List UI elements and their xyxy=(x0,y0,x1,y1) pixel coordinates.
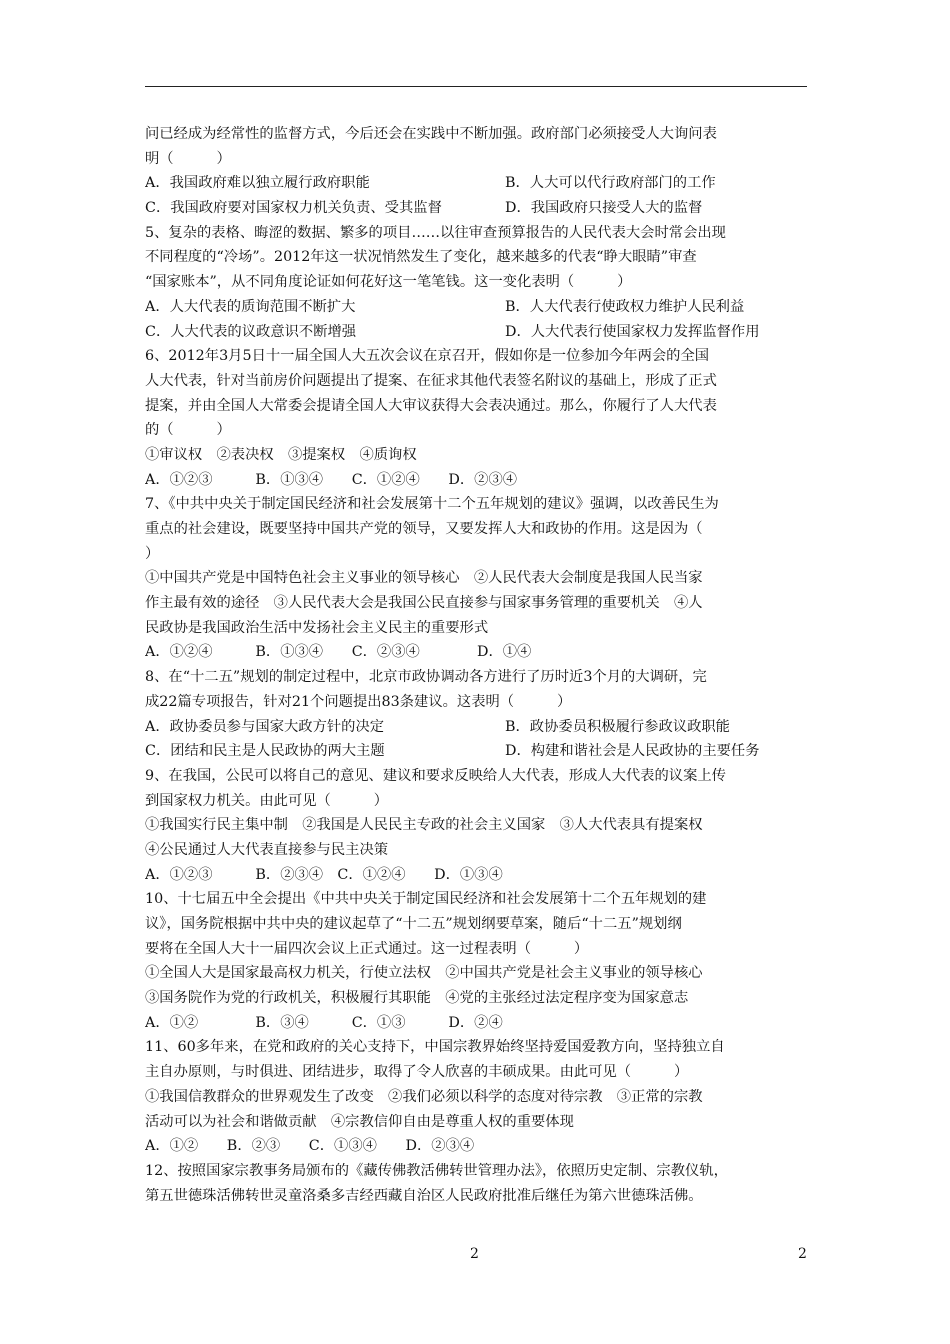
text-line: 的（ ） xyxy=(145,422,231,439)
text-line: 成22篇专项报告，针对21个问题提出83条建议。这表明（ ） xyxy=(145,693,572,710)
text-line: 12、按照国家宗教事务局颁布的《藏传佛教活佛转世管理办法》，依照历史定制、宗教仪轨， xyxy=(145,1162,728,1179)
text-line: ①我国信教群众的世界观发生了改变 ②我们必须以科学的态度对待宗教 ③正常的宗教 xyxy=(145,1088,703,1105)
option-right: B．人大代表行使政权力维护人民利益 xyxy=(505,298,745,315)
option-left: A．政协委员参与国家大政方针的决定 xyxy=(145,718,385,735)
option-line xyxy=(145,171,810,196)
text-line: 人大代表，针对当前房价问题提出了提案、在征求其他代表签名附议的基础上，形成了正式 xyxy=(145,372,717,389)
option-line xyxy=(145,715,810,740)
text-line: 重点的社会建设，既要坚持中国共产党的领导，又要发挥人大和政协的作用。这是因为（ xyxy=(145,521,703,537)
text-line: 11、60多年来，在党和政府的关心支持下，中国宗教界始终坚持爱国爱教方向，坚持独立自 xyxy=(145,1039,725,1056)
text-line: ④公民通过人大代表直接参与民主决策 xyxy=(145,841,389,858)
document-body xyxy=(145,122,810,1208)
option-right: D．构建和谐社会是人民政协的主要任务 xyxy=(505,743,760,760)
text-line: 7、《中共中央关于制定国民经济和社会发展第十二个五年规划的建议》强调，以改善民生为 xyxy=(145,496,719,513)
text-line: 9、在我国，公民可以将自己的意见、建议和要求反映给人大代表，形成人大代表的议案上传 xyxy=(145,767,726,784)
text-line: 8、在“十二五”规划的制定过程中，北京市政协调动各方进行了历时近3个月的大调研，完 xyxy=(145,669,707,686)
text-line: ③国务院作为党的行政机关，积极履行其职能 ④党的主张经过法定程序变为国家意志 xyxy=(145,990,689,1007)
text-line: ①中国共产党是中国特色社会主义事业的领导核心 ②人民代表大会制度是我国人民当家 xyxy=(145,570,703,587)
text-line: A．①②③ B．②③④ C．①②④ D．①③④ xyxy=(145,866,503,883)
option-right: B．人大可以代行政府部门的工作 xyxy=(505,175,716,192)
text-line: 民政协是我国政治生活中发扬社会主义民主的重要形式 xyxy=(145,619,489,636)
option-right: D．我国政府只接受人大的监督 xyxy=(505,200,703,217)
text-line: 6、2012年3月5日十一届全国人大五次会议在京召开，假如你是一位参加今年两会的全国 xyxy=(145,348,710,365)
option-line xyxy=(145,295,810,320)
option-right: D．人大代表行使国家权力发挥监督作用 xyxy=(505,323,760,340)
text-line: 作主最有效的途径 ③人民代表大会是我国公民直接参与国家事务管理的重要机关 ④人 xyxy=(145,595,703,612)
text-line: 问已经成为经常性的监督方式，今后还会在实践中不断加强。政府部门必须接受人大询问表 xyxy=(145,126,717,142)
text-line: A．①② B．③④ C．①③ D．②④ xyxy=(145,1014,503,1031)
text-line: ①全国人大是国家最高权力机关，行使立法权 ②中国共产党是社会主义事业的领导核心 xyxy=(145,965,703,982)
option-right: B．政协委员积极履行参政议政职能 xyxy=(505,718,730,735)
option-left: C．我国政府要对国家权力机关负责、受其监督 xyxy=(145,200,442,217)
text-line: ①审议权 ②表决权 ③提案权 ④质询权 xyxy=(145,446,417,463)
option-left: A．我国政府难以独立履行政府职能 xyxy=(145,175,370,192)
text-line: ） xyxy=(145,545,160,562)
text-line: ①我国实行民主集中制 ②我国是人民民主专政的社会主义国家 ③人大代表具有提案权 xyxy=(145,817,703,834)
text-line: A．①② B．②③ C．①③④ D．②③④ xyxy=(145,1138,475,1155)
text-line: 活动可以为社会和谐做贡献 ④宗教信仰自由是尊重人权的重要体现 xyxy=(145,1113,574,1130)
option-line xyxy=(145,196,810,221)
text-line: 不同程度的“冷场”。2012年这一状况悄然发生了变化，越来越多的代表“睁大眼睛”审查 xyxy=(145,249,697,266)
text-line: “国家账本”，从不同角度论证如何花好这一笔笔钱。这一变化表明（ ） xyxy=(145,274,632,291)
page-number-center: 2 xyxy=(470,1246,479,1262)
text-line: 要将在全国人大十一届四次会议上正式通过。这一过程表明（ ） xyxy=(145,940,589,957)
option-left: C．人大代表的议政意识不断增强 xyxy=(145,323,357,340)
text-line: 10、十七届五中全会提出《中共中央关于制定国民经济和社会发展第十二个五年规划的建 xyxy=(145,891,707,908)
text-line: 第五世德珠活佛转世灵童洛桑多吉经西藏自治区人民政府批准后继任为第六世德珠活佛。 xyxy=(145,1187,703,1204)
option-left: A．人大代表的质询范围不断扩大 xyxy=(145,298,356,315)
text-line: 5、复杂的表格、晦涩的数据、繁多的项目……以往审查预算报告的人民代表大会时常会出现 xyxy=(145,224,726,241)
text-line: 到国家权力机关。由此可见（ ） xyxy=(145,792,389,809)
option-line xyxy=(145,739,810,764)
text-line: 提案，并由全国人大常委会提请全国人大审议获得大会表决通过。那么，你履行了人大代表 xyxy=(145,397,717,414)
option-line xyxy=(145,320,810,345)
page-number-right: 2 xyxy=(798,1246,807,1262)
header-rule xyxy=(145,86,807,87)
text-line: 议》，国务院根据中共中央的建议起草了“十二五”规划纲要草案，随后“十二五”规划纲 xyxy=(145,916,682,932)
text-line: A．①②④ B．①③④ C．②③④ D．①④ xyxy=(145,644,532,661)
option-left: C．团结和民主是人民政协的两大主题 xyxy=(145,743,385,760)
text-line: A．①②③ B．①③④ C．①②④ D．②③④ xyxy=(145,471,518,488)
text-line: 主自办原则，与时俱进、团结进步，取得了令人欣喜的丰硕成果。由此可见（ ） xyxy=(145,1064,689,1081)
text-line: 明（ ） xyxy=(145,150,231,167)
